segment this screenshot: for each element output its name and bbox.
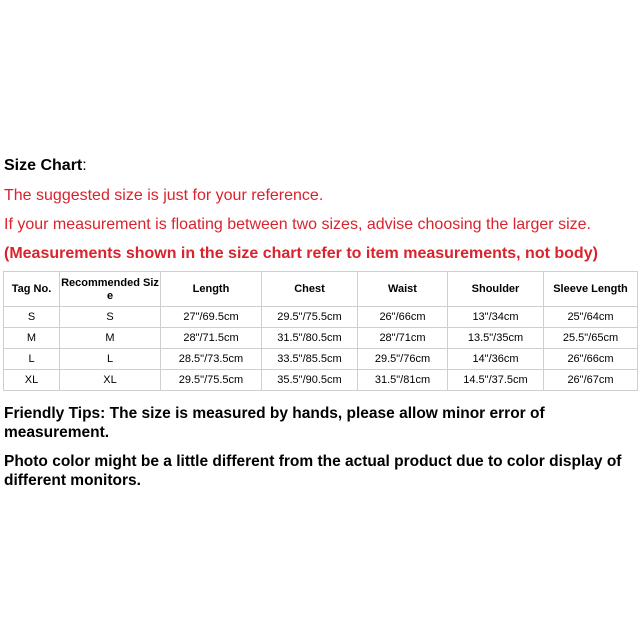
cell-chest: 35.5"/90.5cm (262, 370, 358, 391)
cell-tag: M (4, 328, 60, 349)
cell-shoulder: 14.5"/37.5cm (448, 370, 544, 391)
photo-color-note: Photo color might be a little different from the actual product due to color display of different monitors. (4, 453, 622, 489)
cell-recommended: L (60, 349, 161, 370)
cell-waist: 26"/66cm (358, 307, 448, 328)
cell-length: 28.5"/73.5cm (161, 349, 262, 370)
cell-shoulder: 13.5"/35cm (448, 328, 544, 349)
size-chart-title: Size Chart (4, 157, 83, 174)
cell-shoulder: 13"/34cm (448, 307, 544, 328)
cell-sleeve: 25.5"/65cm (544, 328, 638, 349)
table-row (4, 370, 638, 391)
cell-sleeve: 26"/67cm (544, 370, 638, 391)
cell-chest: 31.5"/80.5cm (262, 328, 358, 349)
cell-tag: S (4, 307, 60, 328)
cell-tag: XL (4, 370, 60, 391)
size-chart-colon: : (82, 157, 87, 174)
cell-recommended: XL (60, 370, 161, 391)
larger-size-advice: If your measurement is floating between two sizes, advise choosing the larger size. (4, 216, 591, 233)
size-chart-heading (4, 156, 87, 176)
table-row (4, 349, 638, 370)
cell-waist: 29.5"/76cm (358, 349, 448, 370)
header-shoulder: Shoulder (448, 272, 544, 307)
cell-waist: 28"/71cm (358, 328, 448, 349)
cell-waist: 31.5"/81cm (358, 370, 448, 391)
reference-note: The suggested size is just for your reference. (4, 187, 324, 204)
table-row (4, 307, 638, 328)
cell-chest: 29.5"/75.5cm (262, 307, 358, 328)
size-chart-table (3, 271, 638, 391)
table-row (4, 328, 638, 349)
cell-length: 27"/69.5cm (161, 307, 262, 328)
header-waist: Waist (358, 272, 448, 307)
cell-chest: 33.5"/85.5cm (262, 349, 358, 370)
cell-recommended: M (60, 328, 161, 349)
header-length: Length (161, 272, 262, 307)
cell-sleeve: 26"/66cm (544, 349, 638, 370)
cell-length: 29.5"/75.5cm (161, 370, 262, 391)
cell-sleeve: 25"/64cm (544, 307, 638, 328)
header-sleeve-length: Sleeve Length (544, 272, 638, 307)
cell-length: 28"/71.5cm (161, 328, 262, 349)
header-recommended-size: Recommended Size (60, 272, 161, 307)
friendly-tips: Friendly Tips: The size is measured by hands, please allow minor error of measurement. (4, 405, 545, 441)
measurement-disclaimer: (Measurements shown in the size chart refer to item measurements, not body) (4, 245, 598, 262)
cell-recommended: S (60, 307, 161, 328)
header-chest: Chest (262, 272, 358, 307)
cell-shoulder: 14"/36cm (448, 349, 544, 370)
header-tag-no: Tag No. (4, 272, 60, 307)
cell-tag: L (4, 349, 60, 370)
table-header-row (4, 272, 638, 307)
